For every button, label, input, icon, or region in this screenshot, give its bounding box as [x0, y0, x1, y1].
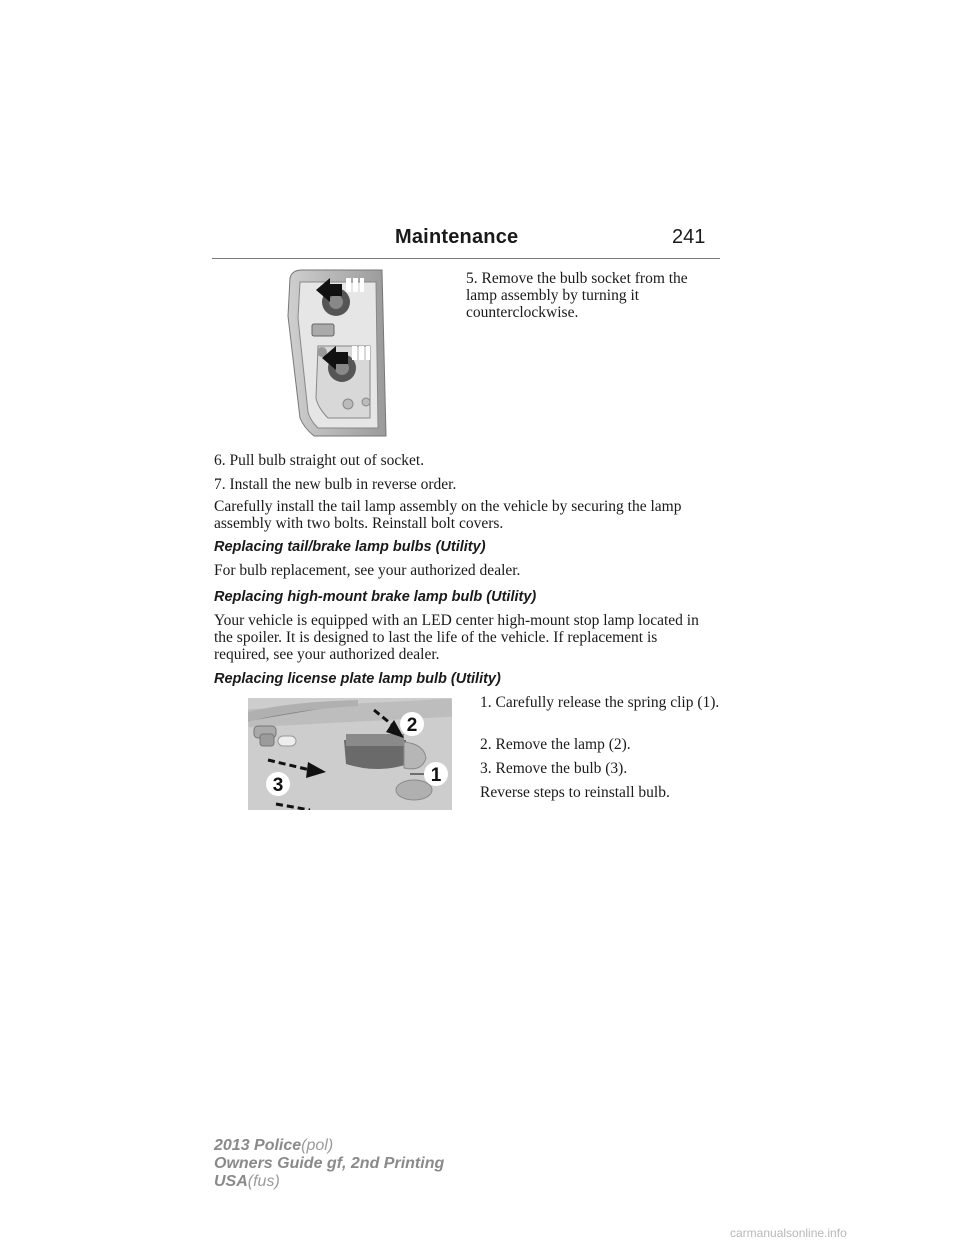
callout-3: 3: [272, 775, 284, 796]
callout-1: 1: [430, 765, 442, 786]
footer-model-code: (pol): [301, 1137, 334, 1154]
license-reverse: Reverse steps to reinstall bulb.: [480, 784, 670, 801]
step-5-text: 5. Remove the bulb socket from the lamp assembly by turning it counterclockwise.: [466, 270, 688, 321]
license-plate-lamp-illustration: [248, 698, 452, 810]
heading-tail-brake: Replacing tail/brake lamp bulbs (Utility): [214, 539, 486, 555]
high-mount-text: Your vehicle is equipped with an LED center high-mount stop lamp located in the spoiler. It is designed to last the life of the vehicle. If replacement is required, see your authorized dealer.: [214, 612, 699, 663]
heading-license-plate: Replacing license plate lamp bulb (Utility): [214, 671, 501, 687]
license-step-1: 1. Carefully release the spring clip (1).: [480, 694, 720, 711]
reinstall-note: Carefully install the tail lamp assembly on the vehicle by securing the lamp assembly with two bolts. Reinstall bolt covers.: [214, 498, 682, 532]
heading-high-mount: Replacing high-mount brake lamp bulb (Utility): [214, 589, 537, 605]
section-title: Maintenance: [395, 226, 519, 248]
tail-brake-text: For bulb replacement, see your authorized dealer.: [214, 562, 521, 579]
footer-market: USA: [214, 1173, 248, 1190]
footer-model: 2013 Police: [214, 1137, 302, 1154]
license-step-3: 3. Remove the bulb (3).: [480, 760, 628, 777]
tail-lamp-socket-illustration: [278, 268, 394, 440]
footer-guide: Owners Guide gf, 2nd Printing: [214, 1155, 445, 1172]
license-step-2: 2. Remove the lamp (2).: [480, 736, 631, 753]
footer-market-code: (fus): [247, 1173, 280, 1190]
callout-2: 2: [406, 715, 418, 736]
document-footer: [214, 1137, 444, 1191]
step-6-text: 6. Pull bulb straight out of socket.: [214, 452, 425, 469]
watermark: carmanualsonline.info: [730, 1226, 847, 1240]
page-number: 241: [672, 226, 706, 248]
step-7-text: 7. Install the new bulb in reverse order.: [214, 476, 457, 493]
header-divider: [212, 258, 720, 259]
